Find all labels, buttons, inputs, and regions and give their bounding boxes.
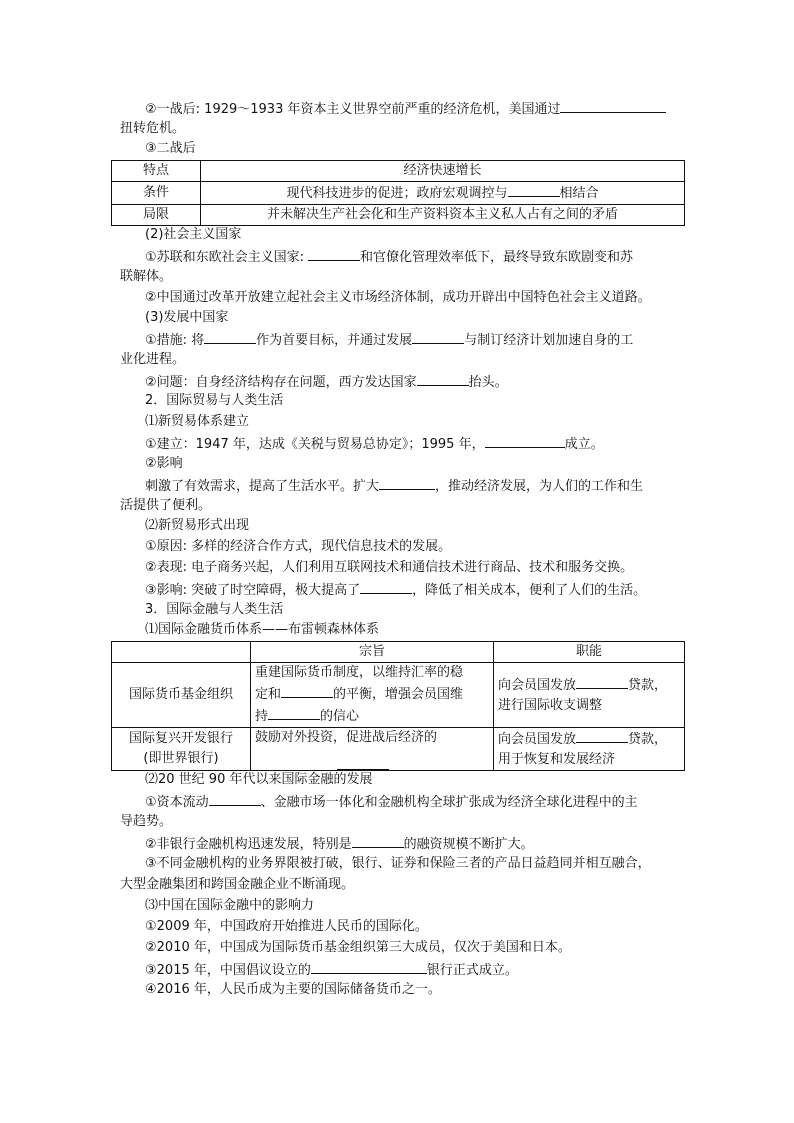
text: 和官僚化管理效率低下，最终导致东欧剧变和苏 <box>360 250 634 265</box>
table-cell <box>201 182 685 205</box>
text: 进行国际收支调整 <box>498 698 603 713</box>
table-cell <box>494 728 685 771</box>
fill-blank[interactable] <box>352 833 404 848</box>
text-line: ①2009 年，中国政府开始推进人民币的国际化。 <box>145 919 428 934</box>
text: (即世界银行) <box>143 751 219 766</box>
text-line: 联解体。 <box>120 269 173 284</box>
section-heading: (2)社会主义国家 <box>145 227 242 242</box>
text-line <box>145 246 633 268</box>
table-cell: 国际货币基金组织 <box>112 663 251 728</box>
text: 刺激了有效需求，提高了生活水平。扩大 <box>145 479 380 494</box>
text-line <box>145 959 518 981</box>
subsection-heading: ⑶中国在国际金融中的影响力 <box>145 898 315 913</box>
fill-blank[interactable] <box>204 329 256 344</box>
text: ③2015 年，中国倡议设立的 <box>145 963 311 978</box>
table-cell <box>112 642 251 663</box>
text-line <box>145 371 508 393</box>
text: ，推动经济发展，为人们的工作和生 <box>435 479 644 494</box>
section-heading: 2．国际贸易与人类生活 <box>145 393 284 408</box>
text: 持 <box>255 709 269 724</box>
table-cell: 特点 <box>112 161 201 182</box>
text-line <box>145 433 604 455</box>
fill-blank[interactable] <box>281 683 333 698</box>
subsection-heading: ⑴新贸易体系建立 <box>145 414 250 429</box>
subsection-heading: ⑵新贸易形式出现 <box>145 518 250 533</box>
fill-blank[interactable] <box>360 579 412 594</box>
table-cell: 并未解决生产社会化和生产资料资本主义私人占有之间的矛盾 <box>201 205 685 226</box>
table-cell: 宗旨 <box>251 642 494 663</box>
fill-blank[interactable] <box>560 98 666 113</box>
text: 重建国际货币制度，以维持汇率的稳 <box>255 665 464 680</box>
text-line <box>145 98 666 120</box>
text: 现代科技进步的促进；政府宏观调控与 <box>286 186 508 201</box>
section-heading: 3．国际金融与人类生活 <box>145 602 284 617</box>
text: ①措施: 将 <box>145 333 205 348</box>
text-line: 业化进程。 <box>120 352 186 367</box>
text-line <box>498 728 680 750</box>
text: 定和 <box>255 687 282 702</box>
fill-blank[interactable] <box>337 755 389 770</box>
text: 抬头。 <box>468 375 508 390</box>
text: 用于恢复和发展经济 <box>498 752 616 767</box>
table-cell <box>251 663 494 728</box>
fill-blank[interactable] <box>412 329 464 344</box>
text: ②非银行金融机构迅速发展，特别是 <box>145 837 352 852</box>
table-row <box>112 728 685 771</box>
text: 与制订经济计划加速自身的工 <box>464 333 634 348</box>
text-line: 大型金融集团和跨国金融企业不断涌现。 <box>120 877 355 892</box>
table-cell: 条件 <box>112 182 201 205</box>
table-row <box>112 642 685 663</box>
fill-blank[interactable] <box>209 791 261 806</box>
text: 银行正式成立。 <box>426 963 518 978</box>
text-line <box>145 579 646 601</box>
text: 国际复兴开发银行 <box>128 731 233 746</box>
fill-blank[interactable] <box>508 182 560 197</box>
text-line: 扭转危机。 <box>120 121 186 136</box>
text: 贷款， <box>628 678 668 693</box>
text: ③影响: 突破了时空障碍，极大提高了 <box>145 583 361 598</box>
text: 作为首要目标，并通过发展 <box>256 333 413 348</box>
fill-blank[interactable] <box>311 959 427 974</box>
text-line: ①原因: 多样的经济合作方式，现代信息技术的发展。 <box>145 539 452 554</box>
text-line <box>145 475 643 497</box>
table-cell <box>112 728 251 771</box>
text-line: ②2010 年，中国成为国际货币基金组织第三大成员，仅次于美国和日本。 <box>145 940 571 955</box>
text-line <box>145 329 633 351</box>
fill-blank[interactable] <box>417 371 469 386</box>
text-line: 导趋势。 <box>120 814 173 829</box>
text-line: ④2016 年，人民币成为主要的国际储备货币之一。 <box>145 982 441 997</box>
text: 成立。 <box>564 437 604 452</box>
text-line <box>498 674 680 696</box>
text: ②一战后: 1929～1933 年资本主义世界空前严重的经济危机，美国通过 <box>145 102 561 117</box>
table-row <box>112 663 685 728</box>
text-line: 活提供了便利。 <box>120 498 212 513</box>
text: 向会员国发放 <box>498 732 577 747</box>
fill-blank[interactable] <box>379 475 435 490</box>
table-row <box>112 182 685 205</box>
fill-blank[interactable] <box>576 674 628 689</box>
text: 贷款， <box>628 732 668 747</box>
text: ①建立：1947 年，达成《关税与贸易总协定》；1995 年， <box>145 437 485 452</box>
fill-blank[interactable] <box>268 705 320 720</box>
text-line: ②中国通过改革开放建立起社会主义市场经济体制，成功开辟出中国特色社会主义道路。 <box>145 290 651 305</box>
section-heading: (3)发展中国家 <box>145 310 229 325</box>
text: 相结合 <box>559 186 599 201</box>
table-row <box>112 205 685 226</box>
subsection-heading: ⑴国际金融货币体系——布雷顿森林体系 <box>145 622 380 637</box>
text-line <box>255 705 489 727</box>
text-line <box>255 683 489 705</box>
subsection-heading: ⑵20 世纪 90 年代以来国际金融的发展 <box>145 772 373 787</box>
table-cell: 经济快速增长 <box>201 161 685 182</box>
table-cell: 职能 <box>494 642 685 663</box>
text: 的平衡，增强会员国维 <box>333 687 464 702</box>
text: 向会员国发放 <box>498 678 577 693</box>
text: ①资本流动 <box>145 795 209 810</box>
text: 鼓励对外投资，促进战后经济的 <box>255 730 438 745</box>
text-line: ②表现: 电子商务兴起，人们利用互联网技术和通信技术进行商品、技术和服务交换。 <box>145 560 634 575</box>
fill-blank[interactable] <box>485 433 565 448</box>
text: ②问题：自身经济结构存在问题，西方发达国家 <box>145 375 417 390</box>
table-row <box>112 161 685 182</box>
text: 的融资规模不断扩大。 <box>403 837 534 852</box>
text-line <box>145 833 534 855</box>
section-heading: ③二战后 <box>145 141 196 156</box>
table-cell <box>494 663 685 728</box>
table-postwar <box>111 160 685 226</box>
text-line: ②影响 <box>145 456 183 471</box>
table-bretton-woods <box>111 641 685 771</box>
text: 、金融市场一体化和金融机构全球扩张成为经济全球化进程中的主 <box>260 795 638 810</box>
text-line <box>145 791 638 813</box>
text: ，降低了相关成本，便利了人们的生活。 <box>412 583 647 598</box>
table-cell: 局限 <box>112 205 201 226</box>
text-line: ③不同金融机构的业务界限被打破，银行、证券和保险三者的产品日益趋同并相互融合， <box>145 856 651 871</box>
text: 的信心 <box>320 709 360 724</box>
fill-blank[interactable] <box>576 728 628 743</box>
text: ①苏联和东欧社会主义国家: <box>145 250 305 265</box>
fill-blank[interactable] <box>308 246 360 261</box>
